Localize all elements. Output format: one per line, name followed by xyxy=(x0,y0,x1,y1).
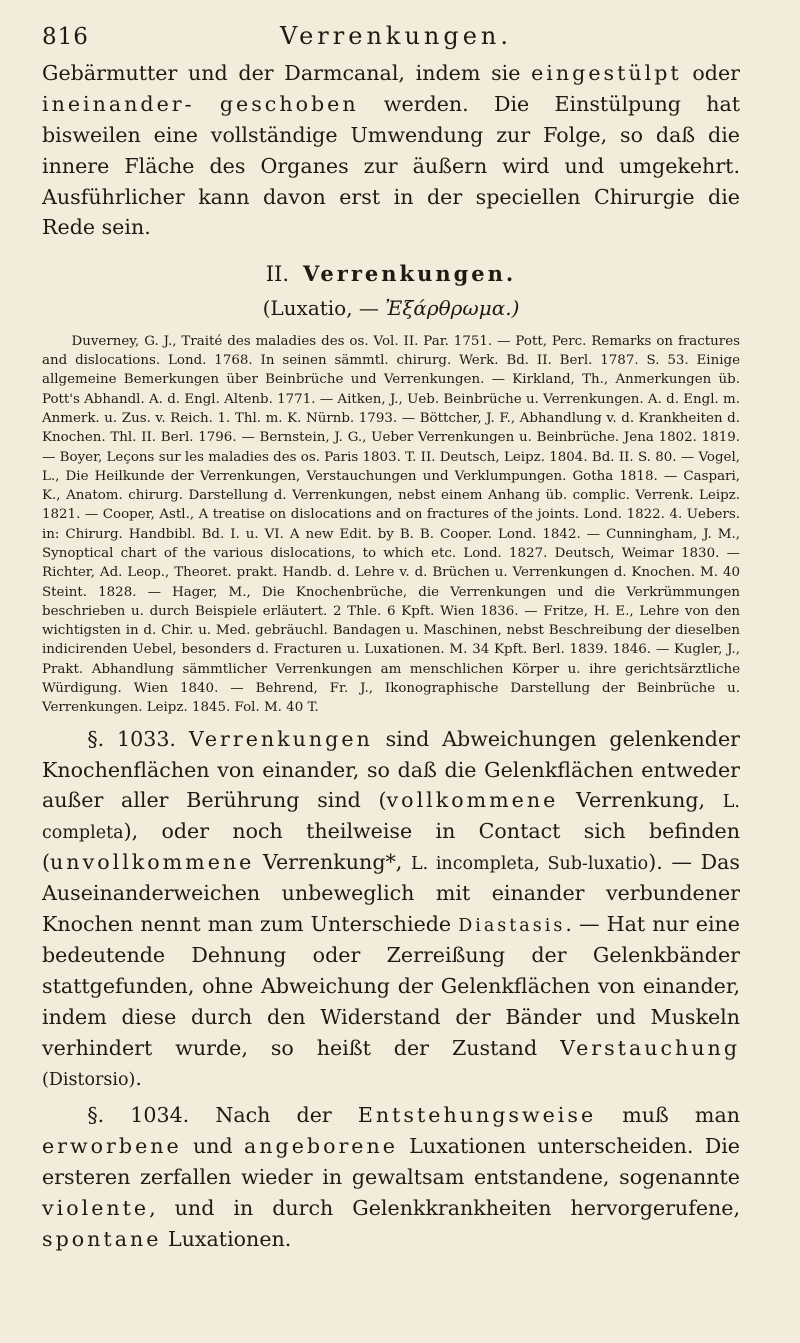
body-text: Nach der xyxy=(189,1103,358,1128)
body-text: , und in durch Gelenkkrankheiten hervorgerufene, xyxy=(149,1196,740,1221)
body-text: . — Hat nur eine bedeutende Dehnung oder Zerreißung der Gelenkbänder stattgefunden, ohne Abweichung der Gelenkflächen von einander, indem diese durch den Widerstand der Bänder und Muskeln verhindert wurde, so heißt der Zustand xyxy=(42,912,740,1060)
intro-paragraph xyxy=(42,58,740,243)
section-title: Verrenkungen. xyxy=(303,261,517,287)
body-text: . xyxy=(135,1066,142,1091)
emphasis-text: angeborene xyxy=(243,1134,398,1159)
latin-term: (Distorsio) xyxy=(42,1070,136,1091)
emphasis-text: erworbene xyxy=(42,1134,182,1159)
emphasis-text: ineinander- xyxy=(42,91,195,116)
emphasis-text: violente xyxy=(42,1196,150,1221)
intro-text: werden. Die Einstülpung hat bisweilen eine vollständige Umwendung zur Folge, so daß die innere Fläche des Organes zur äußern wird und umgekehrt. Ausführlicher kann davon erst in der speciellen Chirurgie die Rede sein. xyxy=(42,91,741,240)
running-head: Verrenkungen. xyxy=(279,22,513,50)
page-header xyxy=(42,0,740,50)
bibliography: Duverney, G. J., Traité des maladies des os. Vol. II. Par. 1751. — Pott, Perc. Remarks on fractures and dislocations. Lond. 1768. In seinen sämmtl. chirurg. Werk. Bd. II. Berl. 1787. S. 53. Einige allgemeine Bemerkungen über Beinbrüche und Verrenkungen. — Kirkland, Th., Anmerkungen üb. Pott's Abhandl. A. d. Engl. Altenb. 1771. — Aitken, J., Ueb. Beinbrüche u. Verrenkungen. A. d. Engl. m. Anmerk. u. Zus. v. Reich. 1. Thl. m. K. Nürnb. 1793. — Böttcher, J. F., Abhandlung v. d. Krankheiten d. Knochen. Thl. II. Berl. 1796. — Bernstein, J. G., Ueber Verrenkungen u. Beinbrüche. Jena 1802. 1819. — Boyer, Leçons sur les maladies des os. Paris 1803. T. II. Deutsch, Leipz. 1804. Bd. II. S. 80. — Vogel, L., Die Heilkunde der Verrenkungen, Verstauchungen und Verklumpungen. Gotha 1818. — Caspari, K., Anatom. chirurg. Darstellung d. Verrenkungen, nebst einem Anhang üb. complic. Verrenk. Leipz. 1821. — Cooper, Astl., A treatise on dislocations and on fractures of the joints. Lond. 1822. 4. Uebers. in: Chirurg. Handbibl. Bd. I. u. VI. A new Edit. by B. B. Cooper. Lond. 1842. — Cunningham, J. M., Synoptical chart of the various dislocations, to which etc. Lond. 1827. Deutsch, Weimar 1830. — Richter, Ad. Leop., Theoret. prakt. Handb. d. Lehre v. d. Brüchen u. Verrenkungen d. Knochen. M. 40 Steint. 1828. — Hager, M., Die Knochenbrüche, die Verrenkungen und die Verkrümmungen beschrieben u. durch Beispiele erläutert. 2 Thle. 6 Kpft. Wien 1836. — Fritze, H. E., Lehre von den wichtigsten in d. Chir. u. Med. gebräuchl. Bandagen u. Maschinen, nebst Beschreibung der dieselben indicirenden Uebel, besonders d. Fracturen u. Luxationen. M. 34 Kpft. Berl. 1839. 1846. — Kugler, J., Prakt. Abhandlung sämmtlicher Verrenkungen am menschlichen Körper u. ihre gerichtsärztliche Würdigung. Wien 1840. — Behrend, Fr. J., Ikonographische Darstellung der Beinbrüche u. Verrenkungen. Leipz. 1845. Fol. M. 40 T. xyxy=(42,333,740,716)
emphasis-text: geschoben xyxy=(219,91,359,116)
emphasis-text: vollkommene xyxy=(386,788,559,813)
emphasis-text: Verstauchung xyxy=(560,1035,740,1060)
body-text: muß man xyxy=(596,1103,740,1128)
latin-term: Diastasis xyxy=(458,916,566,937)
paragraph-1033 xyxy=(42,724,740,1095)
latin-term: L. completa xyxy=(42,792,740,844)
body-text: ). — Das Auseinanderweichen unbeweglich mit einander verbundener Knochen nennt man zum Unterschiede xyxy=(42,850,740,937)
body-text: sind Abweichungen gelenkender Knochenflächen von einander, so daß die Gelenkflächen entweder außer aller Berührung sind ( xyxy=(42,726,740,813)
body-text: ), oder noch theilweise in Contact sich befinden ( xyxy=(42,819,740,875)
section-number: §. 1033. xyxy=(87,726,176,751)
emphasis-text: Verrenkungen xyxy=(188,726,373,751)
intro-text: oder xyxy=(681,61,740,85)
body-text: und xyxy=(181,1134,244,1159)
section-subtitle xyxy=(42,296,740,320)
emphasis-text: spontane xyxy=(42,1226,162,1251)
paragraph-1034 xyxy=(42,1100,740,1254)
body-text: Luxationen. xyxy=(161,1226,292,1251)
latin-term: (Luxatio, — xyxy=(262,295,379,320)
body-text: Verrenkung, xyxy=(558,788,723,813)
emphasis-text: Entstehungsweise xyxy=(357,1103,597,1128)
body-text: Verrenkung*, xyxy=(254,850,411,875)
intro-text: Gebärmutter und der Darmcanal, indem sie xyxy=(42,61,532,85)
section-number: II. xyxy=(265,262,290,287)
page-number: 816 xyxy=(42,24,89,50)
body-text: Luxationen unterscheiden. Die ersteren zerfallen wieder in gewaltsam entstandene, sogenannte xyxy=(42,1134,740,1190)
section-heading xyxy=(42,259,740,289)
emphasis-text: eingestülpt xyxy=(531,61,682,85)
greek-term: Ἐξάρθρωμα.) xyxy=(385,295,520,320)
latin-term: L. incompleta, Sub-luxatio xyxy=(410,854,649,875)
emphasis-text: unvollkommene xyxy=(50,850,255,875)
page-body xyxy=(42,58,740,1255)
section-number: §. 1034. xyxy=(87,1103,190,1128)
